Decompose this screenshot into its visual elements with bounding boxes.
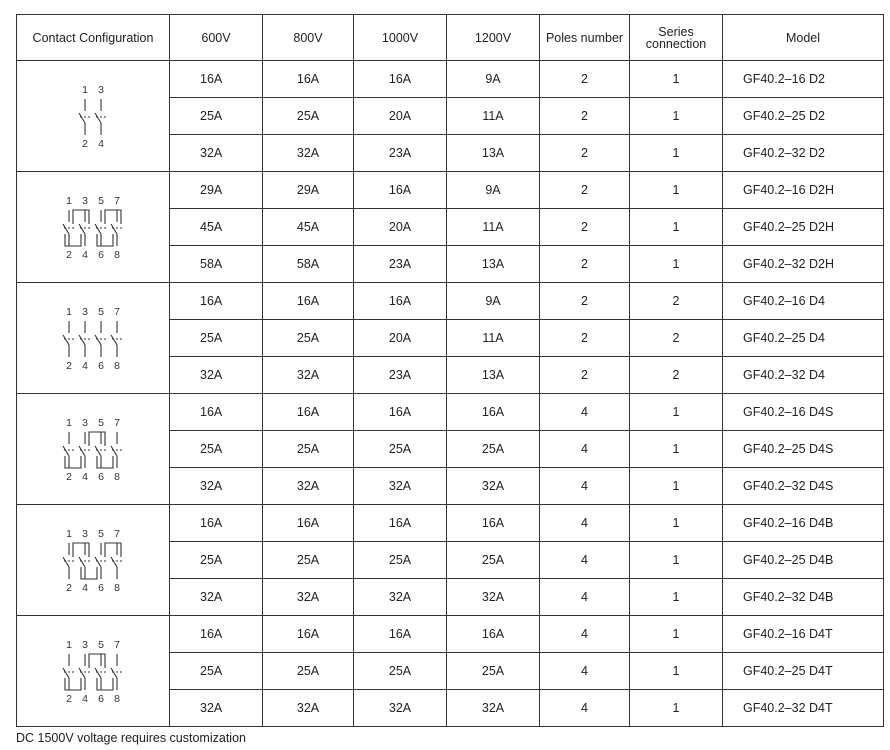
cell-series: 1 [630,653,723,690]
cell-series: 1 [630,542,723,579]
cell-model: GF40.2–32 D2H [723,246,884,283]
cell-1200v: 32A [447,468,540,505]
cell-800v: 58A [263,246,354,283]
top-bridge [73,543,89,557]
cell-poles: 4 [540,468,630,505]
switch-pole [79,99,90,135]
cell-1200v: 16A [447,505,540,542]
terminal-label-bottom: 6 [98,249,104,261]
cell-600v: 32A [170,357,263,394]
cell-series: 1 [630,61,723,98]
cell-series: 2 [630,283,723,320]
cell-1000v: 20A [354,209,447,246]
cell-model: GF40.2–16 D4 [723,283,884,320]
cell-model: GF40.2–25 D4T [723,653,884,690]
cell-series: 1 [630,172,723,209]
cell-800v: 45A [263,209,354,246]
cell-series: 1 [630,616,723,653]
cell-600v: 58A [170,246,263,283]
terminal-label-bottom: 2 [66,249,72,261]
bottom-bridge [65,234,81,246]
terminal-label-bottom: 6 [98,582,104,594]
cell-1000v: 16A [354,172,447,209]
table-row [17,616,884,653]
cell-poles: 4 [540,431,630,468]
contact-configuration-cell [17,283,170,394]
switch-pole [63,321,74,357]
contact-diagram [53,414,133,484]
cell-poles: 2 [540,61,630,98]
terminal-label-top: 1 [66,639,72,651]
cell-series: 1 [630,209,723,246]
terminal-label-bottom: 4 [82,249,88,261]
cell-800v: 25A [263,98,354,135]
cell-model: GF40.2–32 D4 [723,357,884,394]
cell-1200v: 9A [447,172,540,209]
cell-series: 1 [630,579,723,616]
cell-800v: 16A [263,394,354,431]
header-row [17,15,884,61]
cell-model: GF40.2–25 D2 [723,98,884,135]
terminal-label-top: 7 [114,417,120,429]
bottom-bridge [81,567,97,579]
cell-800v: 25A [263,653,354,690]
switch-pole [111,543,122,579]
cell-poles: 2 [540,209,630,246]
cell-1000v: 23A [354,135,447,172]
cell-series: 1 [630,690,723,727]
contact-configuration-cell [17,61,170,172]
switch-pole [79,321,90,357]
switch-pole [95,321,106,357]
terminal-label-bottom: 6 [98,693,104,705]
terminal-label-bottom: 4 [82,360,88,372]
table-row [17,172,884,209]
table-row [17,61,884,98]
switch-pole [63,543,74,579]
terminal-label-top: 1 [66,528,72,540]
terminal-label-bottom: 2 [66,360,72,372]
cell-model: GF40.2–16 D2 [723,61,884,98]
cell-800v: 29A [263,172,354,209]
terminal-label-top: 3 [82,639,88,651]
cell-series: 1 [630,394,723,431]
cell-1000v: 16A [354,283,447,320]
terminal-label-top: 5 [98,417,104,429]
cell-series: 2 [630,357,723,394]
cell-poles: 4 [540,616,630,653]
contact-configuration-cell [17,616,170,727]
cell-800v: 32A [263,135,354,172]
cell-model: GF40.2–16 D4B [723,505,884,542]
cell-600v: 32A [170,135,263,172]
cell-model: GF40.2–16 D4S [723,394,884,431]
cell-800v: 16A [263,283,354,320]
switch-pole [95,99,106,135]
cell-model: GF40.2–25 D2H [723,209,884,246]
cell-model: GF40.2–32 D4S [723,468,884,505]
cell-model: GF40.2–16 D2H [723,172,884,209]
cell-600v: 25A [170,653,263,690]
terminal-label-top: 1 [66,195,72,207]
cell-series: 1 [630,431,723,468]
cell-1200v: 11A [447,209,540,246]
cell-series: 1 [630,505,723,542]
cell-1200v: 16A [447,616,540,653]
cell-poles: 4 [540,542,630,579]
contact-configuration-cell [17,505,170,616]
cell-1000v: 16A [354,61,447,98]
top-bridge [89,654,105,668]
bottom-bridge [97,234,113,246]
cell-poles: 2 [540,320,630,357]
terminal-label-top: 3 [82,306,88,318]
cell-series: 1 [630,246,723,283]
cell-600v: 16A [170,61,263,98]
cell-1200v: 9A [447,61,540,98]
cell-1200v: 9A [447,283,540,320]
cell-series: 1 [630,98,723,135]
cell-model: GF40.2–16 D4T [723,616,884,653]
cell-model: GF40.2–25 D4B [723,542,884,579]
terminal-label-top: 5 [98,195,104,207]
header-800v: 800V [263,15,354,61]
terminal-label-top: 1 [82,84,88,96]
terminal-label-bottom: 2 [66,582,72,594]
cell-1000v: 32A [354,579,447,616]
cell-800v: 25A [263,542,354,579]
cell-600v: 16A [170,505,263,542]
header-600v: 600V [170,15,263,61]
cell-1200v: 11A [447,320,540,357]
cell-poles: 4 [540,690,630,727]
cell-model: GF40.2–25 D4 [723,320,884,357]
cell-1000v: 16A [354,505,447,542]
terminal-label-top: 3 [82,528,88,540]
top-bridge [105,543,121,557]
cell-1000v: 16A [354,394,447,431]
cell-800v: 25A [263,320,354,357]
cell-800v: 32A [263,579,354,616]
cell-1200v: 11A [447,98,540,135]
terminal-label-top: 5 [98,639,104,651]
header-1000v: 1000V [354,15,447,61]
terminal-label-top: 7 [114,195,120,207]
top-bridge [89,432,105,446]
cell-poles: 2 [540,172,630,209]
cell-600v: 25A [170,542,263,579]
terminal-label-top: 1 [66,306,72,318]
terminal-label-bottom: 2 [66,471,72,483]
cell-600v: 25A [170,320,263,357]
header-model: Model [723,15,884,61]
table-row [17,505,884,542]
contact-configuration-cell [17,394,170,505]
cell-1000v: 20A [354,98,447,135]
cell-1000v: 25A [354,653,447,690]
table-body [17,61,884,727]
cell-poles: 4 [540,394,630,431]
contact-configuration-cell [17,172,170,283]
table-row [17,283,884,320]
footnote: DC 1500V voltage requires customization [16,731,246,745]
cell-800v: 16A [263,616,354,653]
cell-poles: 4 [540,505,630,542]
cell-model: GF40.2–32 D2 [723,135,884,172]
contact-diagram [53,525,133,595]
switch-pole [111,321,122,357]
header-1200v: 1200V [447,15,540,61]
terminal-label-bottom: 4 [82,693,88,705]
cell-800v: 25A [263,431,354,468]
header-poles-number: Poles number [540,15,630,61]
cell-1000v: 32A [354,690,447,727]
cell-1000v: 25A [354,542,447,579]
cell-series: 2 [630,320,723,357]
cell-poles: 2 [540,135,630,172]
cell-1000v: 23A [354,246,447,283]
top-bridge [105,210,121,224]
terminal-label-top: 1 [66,417,72,429]
spec-table [16,14,884,727]
terminal-label-bottom: 4 [82,582,88,594]
contact-diagram [53,303,133,373]
cell-poles: 4 [540,653,630,690]
cell-1200v: 16A [447,394,540,431]
terminal-label-bottom: 8 [114,471,120,483]
terminal-label-top: 3 [82,417,88,429]
cell-poles: 4 [540,579,630,616]
terminal-label-bottom: 2 [66,693,72,705]
cell-1200v: 32A [447,579,540,616]
terminal-label-bottom: 8 [114,693,120,705]
bottom-bridge [97,456,113,468]
terminal-label-bottom: 4 [82,471,88,483]
bottom-bridge [97,678,113,690]
cell-model: GF40.2–32 D4T [723,690,884,727]
contact-diagram [53,636,133,706]
terminal-label-bottom: 8 [114,582,120,594]
terminal-label-top: 5 [98,528,104,540]
cell-600v: 16A [170,616,263,653]
header-contact-configuration: Contact Configuration [17,15,170,61]
cell-1200v: 25A [447,431,540,468]
cell-800v: 16A [263,505,354,542]
cell-600v: 25A [170,431,263,468]
cell-600v: 25A [170,98,263,135]
cell-600v: 29A [170,172,263,209]
cell-600v: 16A [170,394,263,431]
cell-1200v: 25A [447,653,540,690]
terminal-label-top: 3 [98,84,104,96]
terminal-label-bottom: 8 [114,249,120,261]
bottom-bridge [65,456,81,468]
cell-800v: 32A [263,357,354,394]
contact-diagram [53,192,133,262]
header-series-connection: Series connection [630,15,723,61]
bottom-bridge [65,678,81,690]
cell-1200v: 32A [447,690,540,727]
terminal-label-bottom: 4 [98,138,104,150]
terminal-label-top: 7 [114,528,120,540]
cell-600v: 32A [170,468,263,505]
cell-1000v: 23A [354,357,447,394]
cell-1000v: 16A [354,616,447,653]
cell-model: GF40.2–32 D4B [723,579,884,616]
terminal-label-bottom: 8 [114,360,120,372]
cell-600v: 32A [170,690,263,727]
cell-1200v: 25A [447,542,540,579]
cell-1000v: 25A [354,431,447,468]
terminal-label-bottom: 6 [98,360,104,372]
cell-poles: 2 [540,246,630,283]
top-bridge [73,210,89,224]
contact-diagram [53,81,133,151]
cell-600v: 32A [170,579,263,616]
cell-1200v: 13A [447,246,540,283]
cell-600v: 45A [170,209,263,246]
cell-poles: 2 [540,98,630,135]
cell-600v: 16A [170,283,263,320]
cell-poles: 2 [540,357,630,394]
cell-800v: 16A [263,61,354,98]
terminal-label-top: 3 [82,195,88,207]
terminal-label-top: 5 [98,306,104,318]
terminal-label-top: 7 [114,306,120,318]
table-row [17,394,884,431]
terminal-label-bottom: 2 [82,138,88,150]
cell-series: 1 [630,135,723,172]
cell-1000v: 32A [354,468,447,505]
terminal-label-top: 7 [114,639,120,651]
terminal-label-bottom: 6 [98,471,104,483]
cell-series: 1 [630,468,723,505]
cell-model: GF40.2–25 D4S [723,431,884,468]
cell-poles: 2 [540,283,630,320]
cell-1200v: 13A [447,357,540,394]
cell-1000v: 20A [354,320,447,357]
cell-1200v: 13A [447,135,540,172]
cell-800v: 32A [263,690,354,727]
cell-800v: 32A [263,468,354,505]
